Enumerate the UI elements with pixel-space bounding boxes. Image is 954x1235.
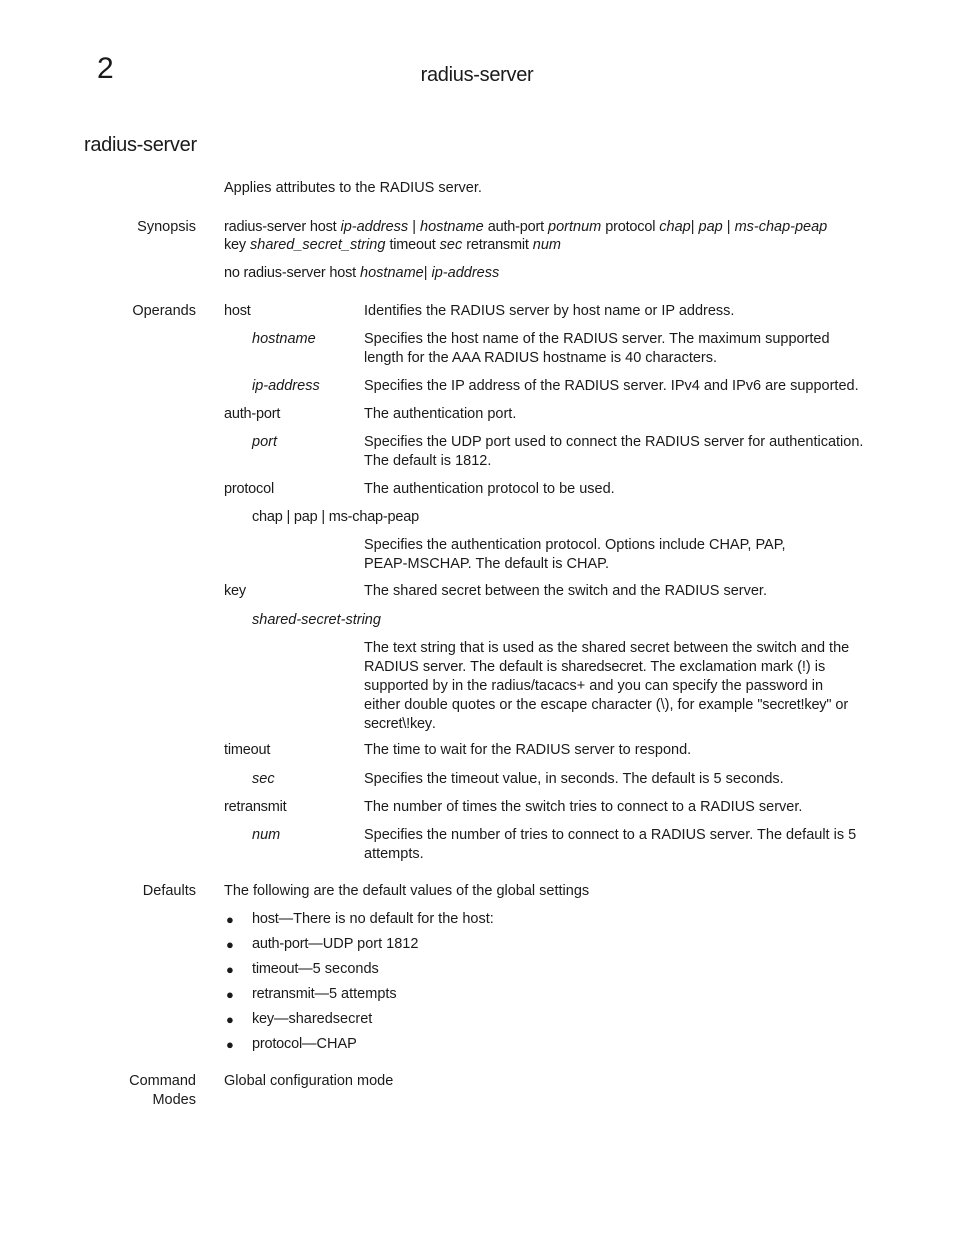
operand-port-description: Specifies the UDP port used to connect the RADIUS server for authentication. The default is 1812. (364, 434, 864, 469)
page-title: radius-server (84, 134, 197, 156)
default-item: protocol—CHAP (252, 1036, 357, 1052)
chapter-number: 2 (97, 52, 114, 85)
operand-protocol-options: chap | pap | ms-chap-peap (252, 509, 420, 525)
bullet-icon: ● (226, 1037, 234, 1052)
operands-label: Operands (132, 303, 196, 319)
operand-hostname-description: Specifies the host name of the RADIUS server. The maximum supported length for the AAA RADIUS hostname is 40 characters. (364, 331, 830, 366)
bullet-icon: ● (226, 987, 234, 1002)
operand-shared-secret-string: shared-secret-string (252, 612, 381, 628)
syntax-keyword: timeout (389, 237, 436, 253)
defaults-label: Defaults (142, 883, 196, 899)
operand-key-description: The shared secret between the switch and the RADIUS server. (364, 583, 767, 599)
syntax-argument: num (532, 237, 561, 253)
synopsis-line-2 (224, 236, 561, 255)
syntax-argument: ms-chap-peap (734, 219, 828, 235)
syntax-keyword: key (224, 237, 246, 253)
operand-ip-address: ip-address (252, 378, 320, 394)
operand-auth-port-description: The authentication port. (364, 406, 517, 422)
operand-auth-port: auth-port (224, 406, 281, 422)
syntax-argument: hostname (420, 219, 484, 235)
operand-retransmit: retransmit (224, 799, 287, 815)
operand-timeout: timeout (224, 742, 271, 758)
syntax-separator: | (423, 265, 432, 281)
syntax-separator: | (690, 219, 699, 235)
syntax-keyword: radius-server host (224, 219, 337, 235)
operand-host-description: Identifies the RADIUS server by host name or IP address. (364, 303, 735, 319)
command-modes-value: Global configuration mode (224, 1073, 394, 1089)
operand-num-description: Specifies the number of tries to connect to a RADIUS server. The default is 5 attempts. (364, 827, 857, 862)
operand-port: port (252, 434, 277, 450)
syntax-keyword: retransmit (466, 237, 529, 253)
operand-shared-secret-description: The text string that is used as the shared secret between the switch and the RADIUS server. The default is sharedsecret. The exclamation mark (!) is supported by in the radius/tacacs+ and you can specify the password in either double quotes or the escape character (\), for example "secret!key" or secret\!key. (364, 640, 850, 732)
syntax-argument: chap (659, 219, 691, 235)
command-modes-label: Command Modes (129, 1073, 196, 1108)
operand-protocol-description: The authentication protocol to be used. (364, 481, 615, 497)
running-header-title: radius-server (420, 64, 534, 86)
syntax-separator: | (722, 219, 735, 235)
operand-key: key (224, 583, 246, 599)
syntax-argument: sec (439, 237, 463, 253)
command-description: Applies attributes to the RADIUS server. (224, 180, 482, 196)
syntax-argument: shared_secret_string (250, 237, 386, 253)
synopsis-label: Synopsis (137, 219, 196, 235)
operand-hostname: hostname (252, 331, 316, 347)
operand-protocol-options-description: Specifies the authentication protocol. Options include CHAP, PAP, PEAP-MSCHAP. The default is CHAP. (364, 537, 786, 572)
bullet-icon: ● (226, 962, 234, 977)
syntax-argument: ip-address (340, 219, 409, 235)
operand-host: host (224, 303, 251, 319)
default-item: retransmit—5 attempts (252, 986, 397, 1002)
syntax-separator: | (408, 219, 421, 235)
syntax-keyword: protocol (605, 219, 656, 235)
operand-sec: sec (252, 771, 275, 787)
syntax-argument: ip-address (431, 265, 500, 281)
syntax-keyword: auth-port (487, 219, 544, 235)
synopsis-line-1 (224, 218, 827, 237)
bullet-icon: ● (226, 912, 234, 927)
operand-num: num (252, 827, 281, 843)
syntax-keyword: no radius-server host (224, 265, 356, 281)
default-item: auth-port—UDP port 1812 (252, 936, 419, 952)
default-item: key—sharedsecret (252, 1011, 373, 1027)
bullet-icon: ● (226, 937, 234, 952)
operand-sec-description: Specifies the timeout value, in seconds. The default is 5 seconds. (364, 771, 784, 787)
synopsis-line-3 (224, 264, 499, 283)
operand-protocol: protocol (224, 481, 274, 497)
operand-timeout-description: The time to wait for the RADIUS server to respond. (364, 742, 692, 758)
default-item: timeout—5 seconds (252, 961, 379, 977)
bullet-icon: ● (226, 1012, 234, 1027)
syntax-argument: portnum (548, 219, 602, 235)
operand-retransmit-description: The number of times the switch tries to connect to a RADIUS server. (364, 799, 803, 815)
defaults-intro: The following are the default values of the global settings (224, 883, 590, 899)
operand-ip-address-description: Specifies the IP address of the RADIUS server. IPv4 and IPv6 are supported. (364, 378, 859, 394)
syntax-argument: hostname (360, 265, 424, 281)
default-item: host—There is no default for the host: (252, 911, 494, 927)
syntax-argument: pap (698, 219, 723, 235)
